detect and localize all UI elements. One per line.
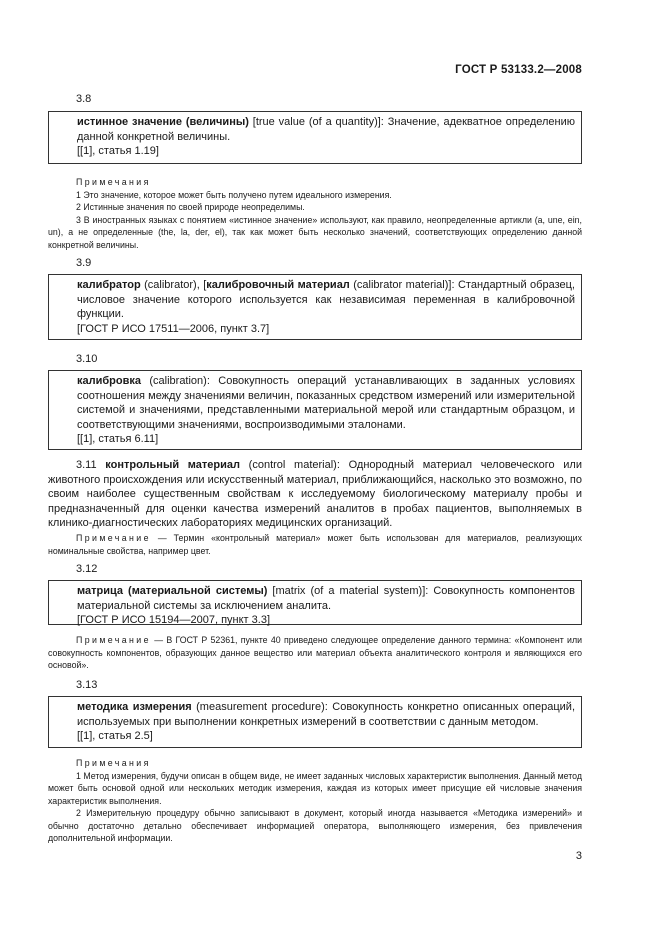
term: методика измерения [77,701,192,713]
term-english: [true value (of a quantity)]: [248,116,384,128]
note-title: Примечания [76,177,151,187]
page-number: 3 [575,850,582,862]
term: матрица (материальной системы) [77,585,268,597]
term-english: [matrix (of a material system)]: [267,585,429,597]
term-english: (control material): [240,459,340,471]
term-english: (measurement procedure): [191,701,328,713]
definition: Совокупность конкретно описанных операций, используемых при выполнении конкретных измерений в соответствии с данным методом. [77,701,575,728]
note-3-8 [48,176,582,251]
entry-number: 3.13 [76,679,98,691]
term-synonym: калибровочный материал [206,279,350,291]
entry-number: 3.10 [76,353,98,365]
note-text: — Термин «контрольный материал» может быть использован для материалов, реализующих номинальные свойства, например цвет. [48,533,582,556]
definition: Стандартный образец, числовое значение которого используется как независимая переменная в калибровочной функции. [77,279,575,320]
term: калибровка [77,375,141,387]
note-title: Примечание [76,533,151,543]
note-item: 2 Измерительную процедуру обычно записывают в документ, который иногда называется «Методика измерений» и обычно достаточно детально обеспечивает информацией оператора, выполняющего измерения, без привлечения дополнительной информации. [48,808,582,843]
definition: Совокупность операций устанавливающих в заданных условиях соотношения между значениями величин, показанных средством измерений или измерительной системой и значениями, представленными материальной мерой или стандартным образцом, и соответствующими значениями, воспроизводимыми эталонами. [77,375,575,431]
page-header-standard: ГОСТ Р 53133.2—2008 [455,64,582,76]
note-3-12 [48,634,582,672]
note-title: Примечание [76,635,151,645]
note-item: 2 Истинные значения по своей природе неопределимы. [76,202,305,212]
term: контрольный материал [105,459,240,471]
term-english: (calibrator material)]: [349,279,455,291]
term-box-3-12 [48,580,582,625]
note-title: Примечания [76,758,151,768]
definition: Однородный материал человеческого или животного происхождения или искусственный материал, приближающийся, насколько это возможно, по своим наиболее существенным свойствам к исследуемому биологическому материалу пробы и предназначенный для оценки качества измерений аналитов в пробах пациентов, выполняемых в клинико-диагностических лабораториях медицинских организаций. [48,459,582,529]
term-box-3-10 [48,370,582,450]
note-3-11 [48,532,582,557]
definition: Совокупность компонентов материальной системы за исключением аналита. [77,585,575,612]
source-reference: [[1], статья 6.11] [77,433,159,445]
note-item: 3 В иностранных языках с понятием «истинное значение» используют, как правило, неопределенные артикли (a, une, ein, un), а не определенные (the, la, der, el), так как может быть несколько значений, соответствующих определению данной конкретной величины. [48,214,582,250]
term-paragraph-3-11 [48,458,582,531]
definition: Значение, адекватное определению данной конкретной величины. [77,116,576,143]
note-item: 1 Метод измерения, будучи описан в общем виде, не имеет заданных числовых характеристик выполнения. Данный метод может быть основой одной или нескольких методик измерения, каждая из которых имеет присущие ей числовые значения характеристик выполнения. [48,770,582,806]
source-reference: [[1], статья 2.5] [77,730,153,742]
source-reference: [ГОСТ Р ИСО 17511—2006, пункт 3.7] [77,322,270,335]
term-english: (calibration): [141,375,210,387]
term: истинное значение (величины) [77,116,249,128]
source-reference: [[1], статья 1.19] [77,145,159,157]
entry-number: 3.11 [76,459,97,471]
note-3-13 [48,757,582,845]
entry-number: 3.12 [76,563,98,575]
note-item: 1 Это значение, которое может быть получено путем идеального измерения. [76,189,392,200]
note-text: — В ГОСТ Р 52361, пункте 40 приведено следующее определение данного термина: «Компонент или совокупность компонентов, образующих данное вещество или материал объекта аналитического контроля и являющихся его основой». [48,635,582,670]
entry-number: 3.9 [76,257,92,269]
term-box-3-9 [48,274,582,340]
source-reference: [ГОСТ Р ИСО 15194—2007, пункт 3.3] [77,614,270,626]
term-english: (calibrator), [ [140,279,207,291]
term: калибратор [77,279,141,291]
term-box-3-8 [48,111,582,164]
entry-number: 3.8 [76,93,92,105]
term-box-3-13 [48,696,582,748]
